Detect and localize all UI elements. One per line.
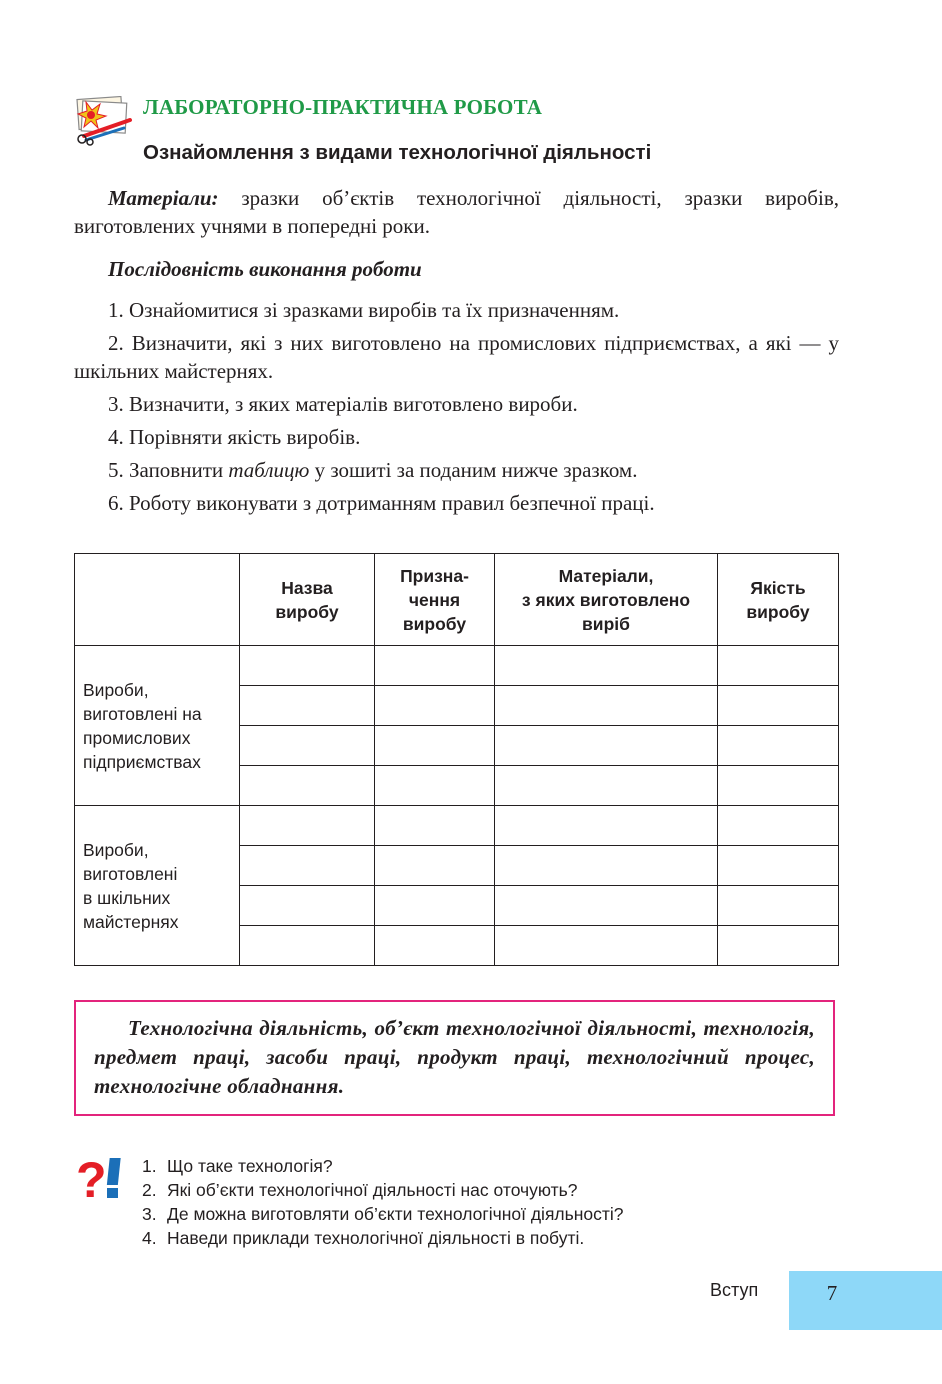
table-cell [240, 806, 375, 846]
table-cell [718, 726, 839, 766]
table-cell [495, 646, 718, 686]
table-cell [495, 766, 718, 806]
table-cell [240, 926, 375, 966]
table-cell [240, 846, 375, 886]
table-cell [718, 886, 839, 926]
step-text: 6. Роботу виконувати з дотриманням правил безпечної праці. [108, 491, 655, 515]
key-terms-box [74, 1000, 835, 1116]
table-header-materials: Матеріали, з яких виготовлено виріб [495, 554, 718, 646]
table-cell [240, 686, 375, 726]
step-item [74, 423, 839, 451]
step-text: 5. Заповнити [108, 458, 229, 482]
question-item: 1. Що таке технологія? [142, 1156, 333, 1176]
lab-tools-icon [74, 96, 134, 146]
table-cell [240, 886, 375, 926]
step-item [74, 329, 839, 385]
table-cell [495, 886, 718, 926]
materials-paragraph [74, 184, 839, 240]
table-header-purpose: Призна- чення виробу [375, 554, 495, 646]
worksheet-table [74, 553, 839, 966]
page-number: 7 [826, 1281, 838, 1305]
questions-list [142, 1154, 624, 1250]
section-label: Вступ [710, 1280, 759, 1300]
step-item [74, 390, 839, 418]
table-cell [375, 806, 495, 846]
question-item: 4. Наведи приклади технологічної діяльності в побуті. [142, 1228, 585, 1248]
table-cell [375, 646, 495, 686]
table-cell [718, 926, 839, 966]
step-italic: таблицю [228, 458, 310, 482]
step-item [74, 489, 839, 517]
table-cell [495, 926, 718, 966]
group-label-industrial: Вироби, виготовлені на промислових підприємствах [75, 646, 240, 806]
group-label-school: Вироби, виготовлені в шкільних майстернях [75, 806, 240, 966]
table-cell [240, 726, 375, 766]
materials-text: зразки об’єктів технологічної діяльності, зразки виробів, виготовлених учнями в попередні роки. [74, 186, 839, 238]
table-cell [495, 806, 718, 846]
table-cell [375, 726, 495, 766]
materials-label: Матеріали: [108, 186, 219, 210]
table-cell [375, 926, 495, 966]
table-cell [718, 686, 839, 726]
step-text: 1. Ознайомитися зі зразками виробів та їх призначенням. [108, 298, 620, 322]
table-cell [375, 886, 495, 926]
step-text: 3. Визначити, з яких матеріалів виготовлено вироби. [108, 392, 578, 416]
table-cell [240, 646, 375, 686]
question-exclamation-icon [76, 1155, 126, 1199]
table-cell [718, 806, 839, 846]
table-cell [495, 846, 718, 886]
table-cell [718, 646, 839, 686]
table-cell [718, 846, 839, 886]
table-cell [240, 766, 375, 806]
table-cell [375, 766, 495, 806]
table-cell [375, 846, 495, 886]
step-item [74, 296, 839, 324]
question-item: 3. Де можна виготовляти об’єкти технологічної діяльності? [142, 1204, 624, 1224]
sequence-title: Послідовність виконання роботи [108, 257, 422, 281]
table-cell [718, 766, 839, 806]
key-terms-text: Технологічна діяльність, об’єкт технологічної діяльності, технологія, предмет праці, засоби праці, продукт праці, технологічний процес, технологічне обладнання. [94, 1016, 815, 1098]
table-header-name: Назва виробу [240, 554, 375, 646]
table-cell [375, 686, 495, 726]
table-header-empty [75, 554, 240, 646]
step-text: у зошиті за поданим нижче зразком. [309, 458, 638, 482]
question-item: 2. Які об’єкти технологічної діяльності нас оточують? [142, 1180, 578, 1200]
step-text: 2. Визначити, які з них виготовлено на промислових підприємствах, а які — у шкільних майстернях. [74, 331, 839, 383]
table-cell [495, 686, 718, 726]
step-item [74, 456, 839, 484]
steps-list [74, 296, 839, 517]
table-header-quality: Якість виробу [718, 554, 839, 646]
lab-title: ЛАБОРАТОРНО-ПРАКТИЧНА РОБОТА [143, 95, 543, 119]
step-text: 4. Порівняти якість виробів. [108, 425, 361, 449]
svg-text:?: ? [76, 1155, 107, 1199]
page-number-box [789, 1271, 942, 1330]
table-cell [495, 726, 718, 766]
lab-subtitle: Ознайомлення з видами технологічної діяльності [143, 141, 652, 164]
